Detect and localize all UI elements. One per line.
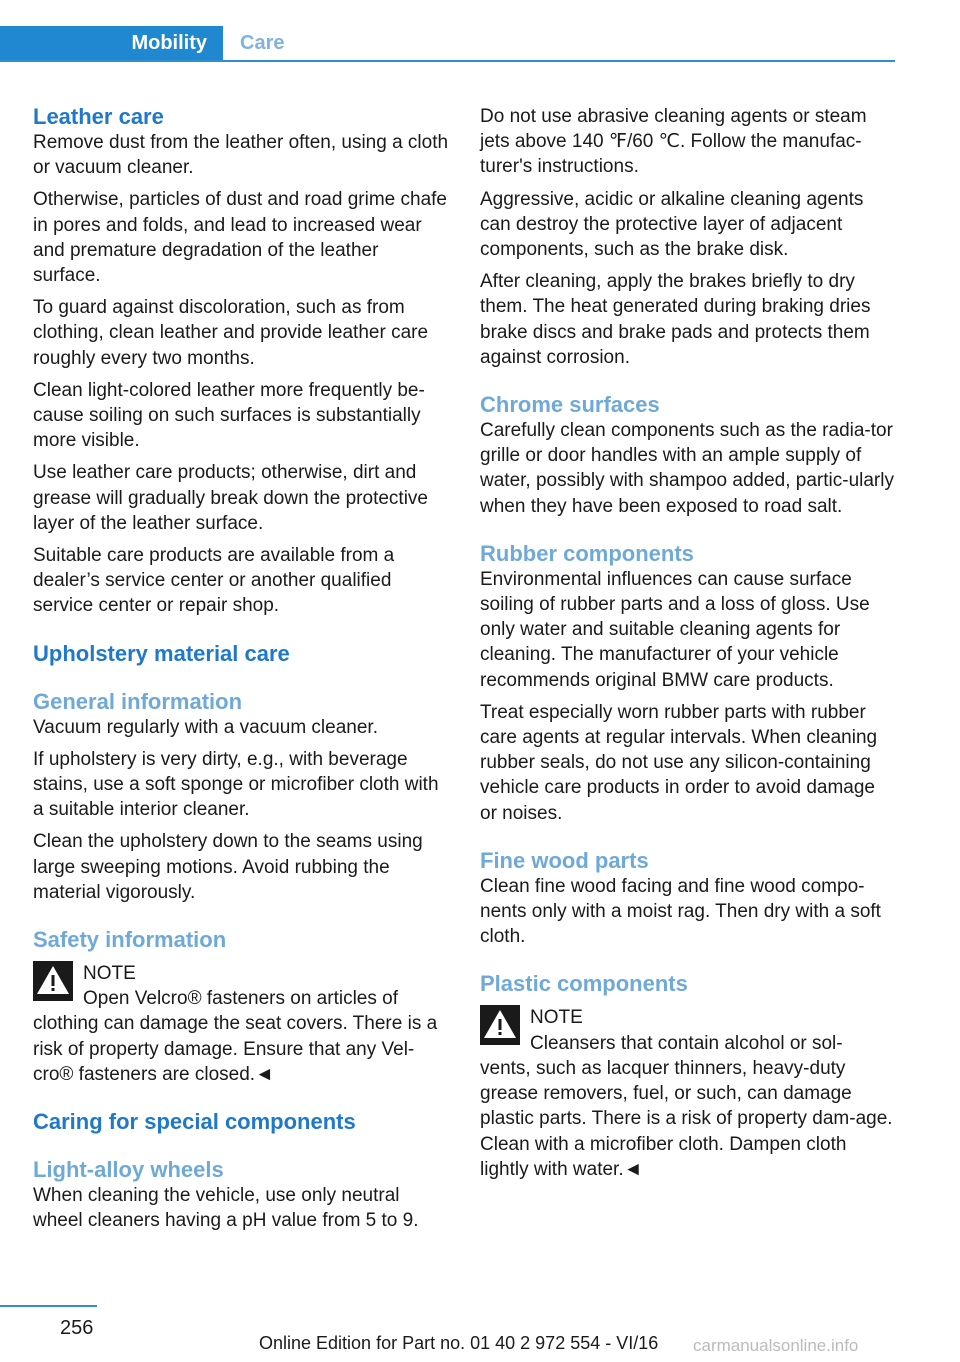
heading-light-alloy-wheels: Light-alloy wheels xyxy=(33,1157,224,1183)
paragraph: Suitable care products are available from a dealer’s service center or another qualified service center or repair shop. xyxy=(33,545,395,617)
tab-care[interactable]: Care xyxy=(240,31,285,54)
footer-rule xyxy=(0,1305,97,1307)
left-column xyxy=(33,104,451,1241)
paragraph: When cleaning the vehicle, use only neutral wheel cleaners having a pH value from 5 to 9. xyxy=(33,1185,419,1232)
paragraph: Clean the upholstery down to the seams using large sweeping motions. Avoid rubbing the material vigorously. xyxy=(33,831,423,903)
heading-safety-information: Safety information xyxy=(33,927,227,953)
note-text: Cleansers that contain alcohol or sol‐ xyxy=(530,1032,843,1054)
paragraph: Clean fine wood facing and fine wood compo‐nents only with a moist rag. Then dry with a soft cloth. xyxy=(480,875,881,948)
paragraph: Aggressive, acidic or alkaline cleaning agents can destroy the protective layer of adjacent components, such as the brake disk. xyxy=(480,188,864,261)
paragraph: Vacuum regularly with a vacuum cleaner. xyxy=(33,716,378,738)
page-number: 256 xyxy=(60,1317,94,1339)
note-text: clothing can damage the seat covers. There is a risk of property damage. Ensure that any Vel‐cro® fasteners are closed.◄ xyxy=(33,1013,438,1085)
heading-leather-care: Leather care xyxy=(33,104,164,129)
top-navigation xyxy=(0,26,895,62)
header-rule xyxy=(0,60,895,62)
heading-general-information: General information xyxy=(33,688,243,714)
paragraph: To guard against discoloration, such as from clothing, clean leather and provide leather care roughly every two months. xyxy=(33,297,429,369)
heading-fine-wood-parts: Fine wood parts xyxy=(480,847,649,873)
heading-special-components: Caring for special components xyxy=(33,1109,356,1135)
watermark: carmanualsonline.info xyxy=(693,1336,859,1355)
note-label: NOTE xyxy=(83,963,136,985)
heading-rubber-components: Rubber components xyxy=(480,540,694,566)
paragraph: Clean light-colored leather more frequently be‐cause soiling on such surfaces is substantially more visible. xyxy=(33,379,425,452)
note-label: NOTE xyxy=(530,1007,583,1029)
heading-chrome-surfaces: Chrome surfaces xyxy=(480,392,660,418)
paragraph: Otherwise, particles of dust and road grime chafe in pores and folds, and lead to increased wear and premature degradation of the leather surface. xyxy=(33,189,447,287)
paragraph: Use leather care products; otherwise, dirt and grease will gradually break down the protective layer of the leather surface. xyxy=(33,462,428,534)
right-column xyxy=(480,104,895,1182)
warning-icon xyxy=(33,961,73,1001)
edition-text: Online Edition for Part no. 01 40 2 972 554 - VI/16 xyxy=(259,1333,659,1353)
note-text: vents, such as lacquer thinners, heavy-duty grease removers, fuel, or such, can damage plastic parts. There is a risk of property dam‐age. Clean with a microfiber cloth. Dampen cloth lightly with water.◄ xyxy=(480,1057,893,1180)
paragraph: If upholstery is very dirty, e.g., with beverage stains, use a soft sponge or microfiber cloth with a suitable interior cleaner. xyxy=(33,748,439,821)
heading-plastic-components: Plastic components xyxy=(480,971,688,997)
heading-upholstery: Upholstery material care xyxy=(33,640,290,666)
tab-mobility[interactable]: Mobility xyxy=(0,26,223,60)
paragraph: Environmental influences can cause surface soiling of rubber parts and a loss of gloss. Use only water and suitable cleaning agents for cleaning. The manufacturer of your vehicle recommends original BMW care products. xyxy=(480,568,870,691)
warning-icon xyxy=(480,1005,520,1045)
paragraph: Remove dust from the leather often, using a cloth or vacuum cleaner. xyxy=(33,132,449,179)
paragraph: Do not use abrasive cleaning agents or steam jets above 140 ℉/60 ℃. Follow the manufac‐turer's instructions. xyxy=(480,106,867,178)
note-text: Open Velcro® fasteners on articles of xyxy=(83,988,398,1010)
paragraph: Carefully clean components such as the radia‐tor grille or door handles with an ample supply of water, possibly with shampoo added, partic‐ularly when they have been exposed to road salt. xyxy=(480,420,894,517)
paragraph: After cleaning, apply the brakes briefly to dry them. The heat generated during braking dries brake discs and brake pads and protects them against corrosion. xyxy=(480,271,871,368)
note-box xyxy=(33,961,451,1087)
paragraph: Treat especially worn rubber parts with rubber care agents at regular intervals. When cleaning rubber seals, do not use any silicon-containing vehicle care products in order to avoid damage or noises. xyxy=(480,701,878,824)
note-box xyxy=(480,1005,895,1181)
